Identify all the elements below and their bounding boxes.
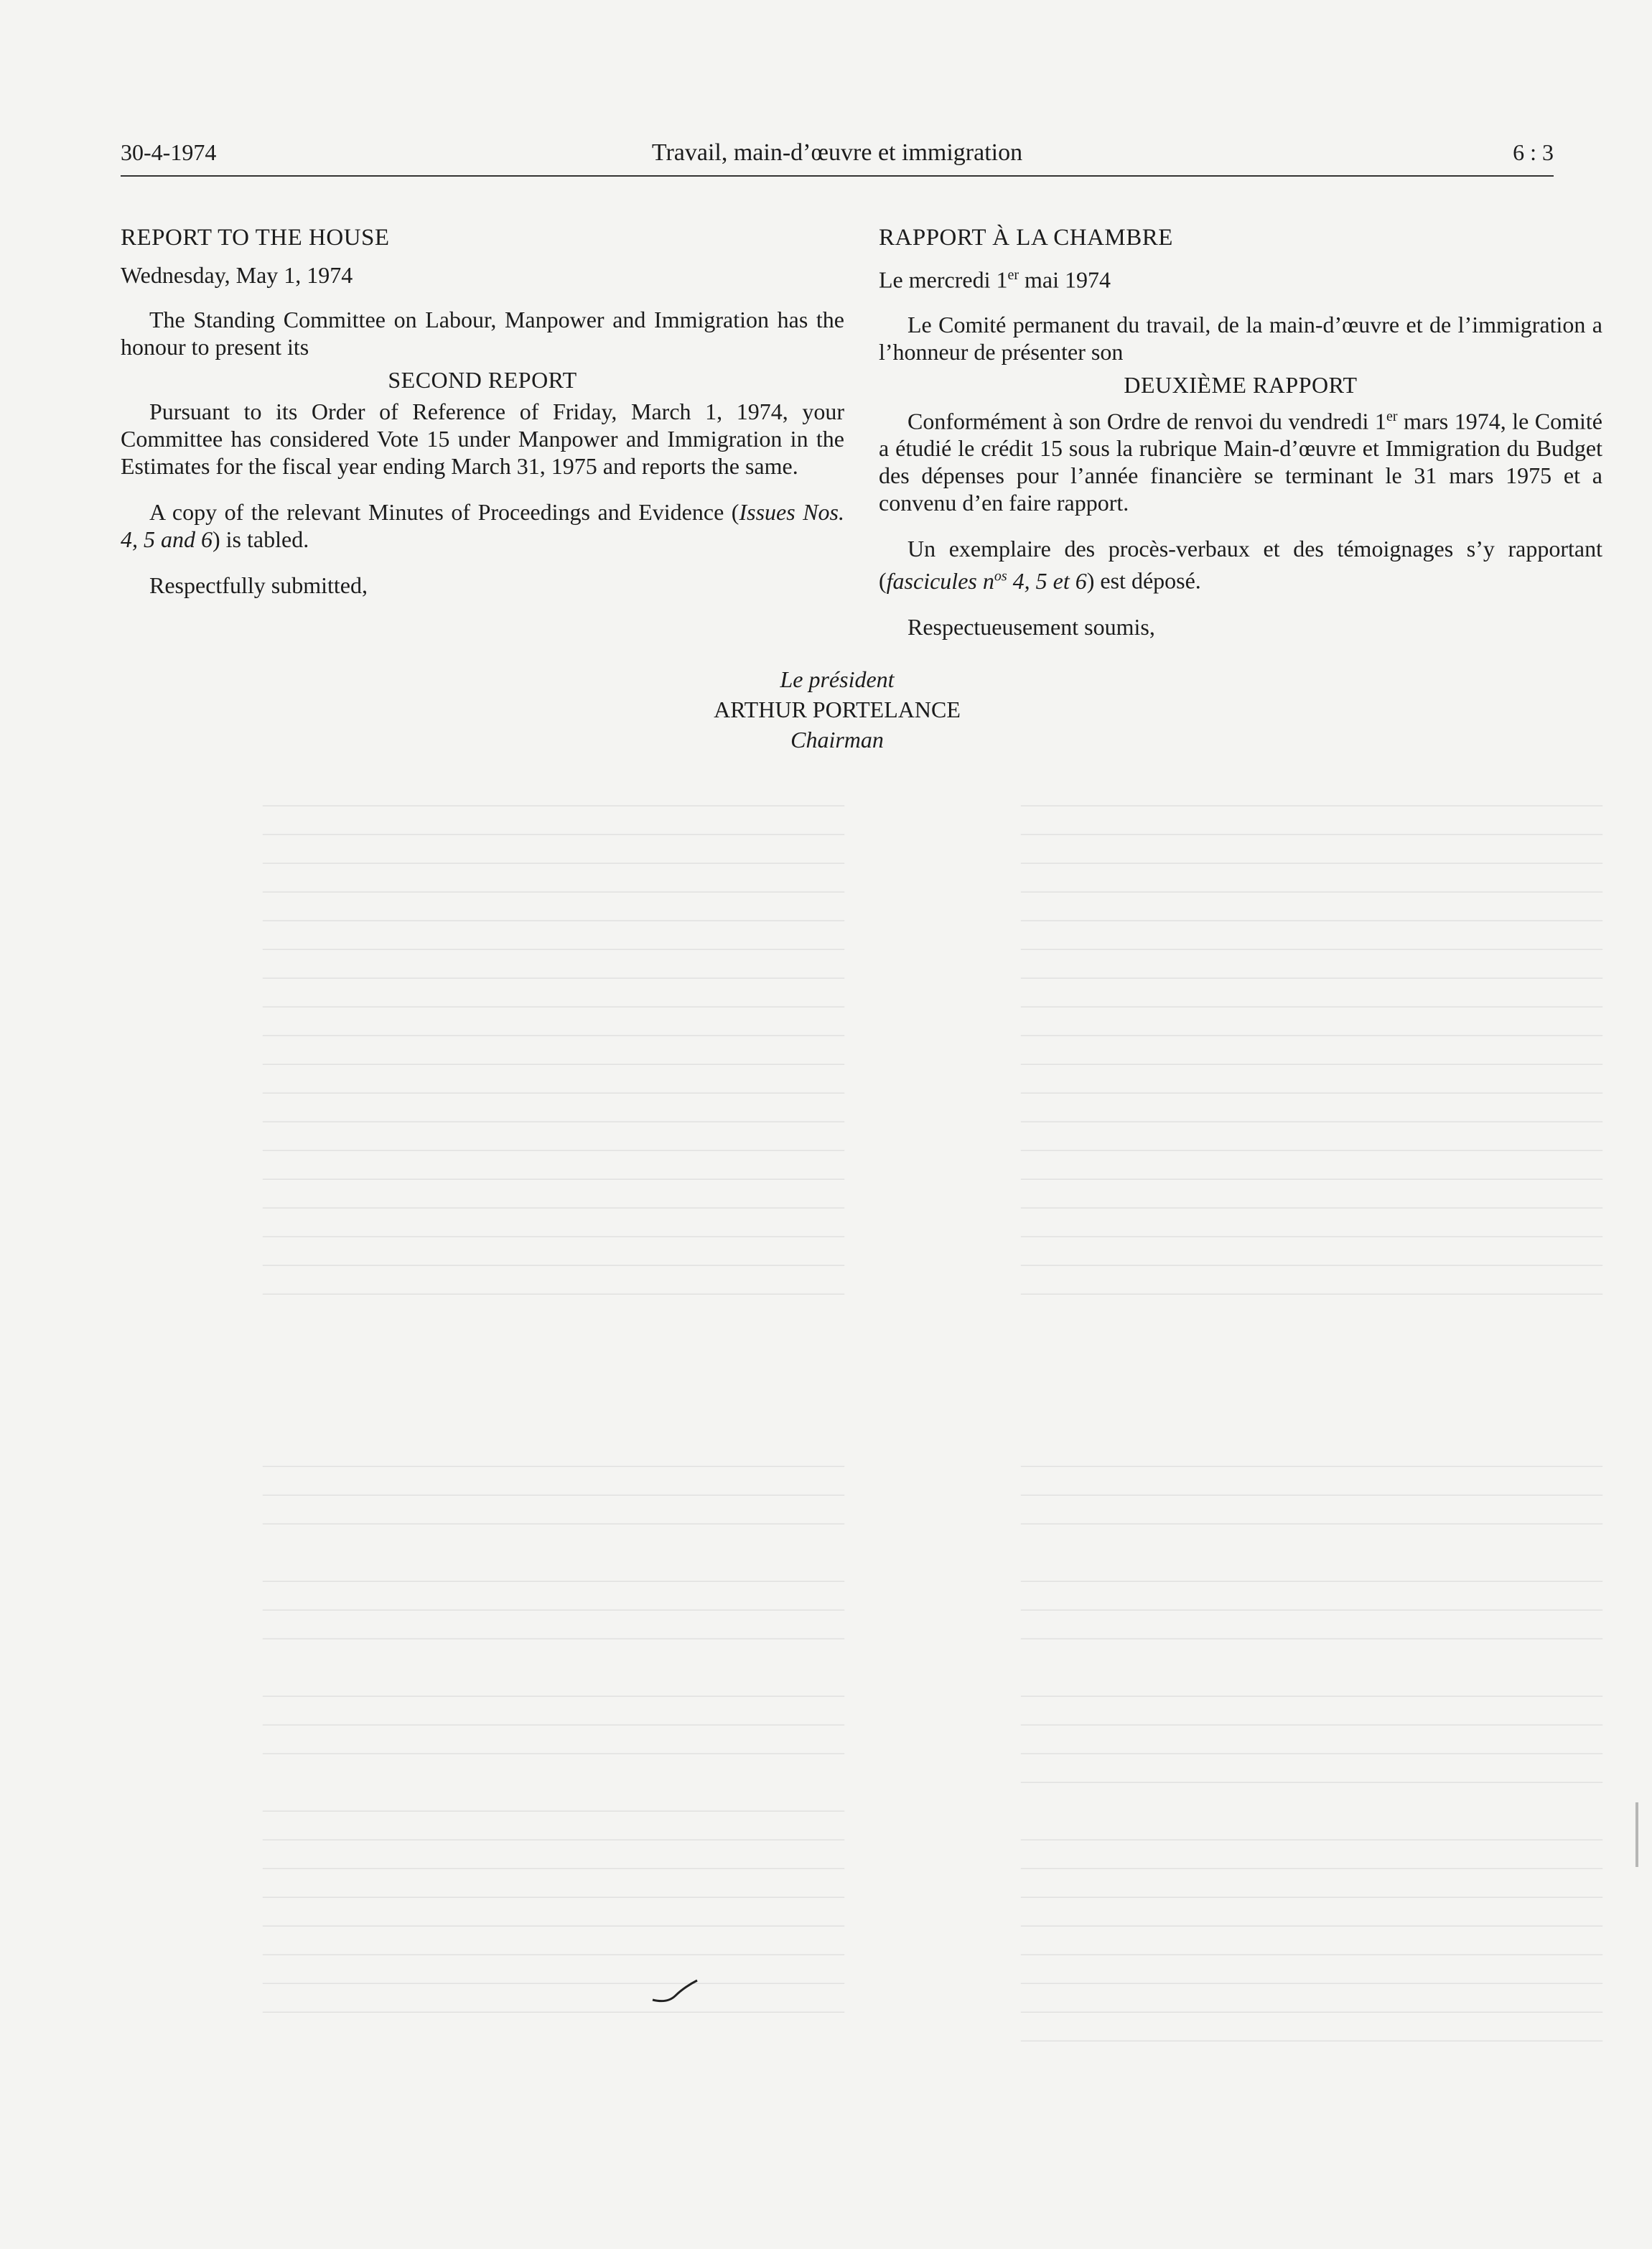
signature-name: ARTHUR PORTELANCE — [714, 697, 961, 722]
english-second-report-title: SECOND REPORT — [388, 367, 577, 393]
french-paragraph-2 — [879, 535, 1602, 595]
english-paragraph-2 — [121, 498, 844, 553]
english-date: Wednesday, May 1, 1974 — [121, 262, 353, 288]
english-issues-reference: Issues Nos. 4, 5 and 6 — [121, 499, 845, 552]
french-paragraph-2-tail: ) est déposé. — [1086, 567, 1201, 594]
margin-scan-mark — [1635, 1802, 1638, 1867]
english-paragraph-2-tail: ) is tabled. — [213, 526, 309, 552]
english-paragraph-2-lead: A copy of the relevant Minutes of Proceedings and Evidence ( — [149, 499, 739, 525]
french-intro: Le Comité permanent du travail, de la main-d’œuvre et de l’immigration a l’honneur de présenter son — [879, 311, 1602, 365]
running-header — [121, 134, 1554, 177]
french-issues-superscript: os — [994, 568, 1007, 585]
signature-block — [121, 664, 1554, 755]
french-paragraph-1 — [879, 403, 1602, 517]
french-issues-numbers: 4, 5 et 6 — [1007, 567, 1087, 594]
french-date-superscript: er — [1007, 267, 1019, 283]
french-date-lead: Le mercredi 1 — [879, 266, 1008, 293]
bleed-through-left-top: ——————————————————————————— ——————————————————————————— ——————————————————————————— ——————————————————————————— ——————————————————————————— ——————————————————————————— ——————————————————————————— ——————————————————————————— ——————————————————————————— ——————————————————————————— ——————————————————————————— ——————————————————————————— ——————————————————————————— ——————————————————————————— ——————————————————————————— ——————————————————————————— ——————————————————————————— ——————————————————————————— — [263, 792, 844, 1304]
signature-title-english: Chairman — [790, 727, 884, 753]
signature-title-french: Le président — [780, 666, 895, 692]
french-report-heading: RAPPORT À LA CHAMBRE — [879, 225, 1173, 251]
french-paragraph-1-superscript: er — [1386, 408, 1398, 424]
english-closing: Respectfully submitted, — [149, 572, 368, 598]
french-column — [879, 215, 1602, 641]
french-date — [879, 261, 1602, 294]
french-second-report-title: DEUXIÈME RAPPORT — [1124, 371, 1358, 398]
french-date-tail: mai 1974 — [1019, 266, 1111, 293]
bleed-through-left-bottom: ——————————————————————————— ——————————————————————————— ——————————————————————————— ——————————————————————————— ——————————————————————————— ——————————————————————————— ——————————————————————————— ——————————————————————————— ——————————————————————————— ——————————————————————————— ——————————————————————————— ——————————————————————————— ——————————————————————————— ——————————————————————————— ——————————————————————————— ——————————————————————————— ——————————————————————————— — [263, 1453, 844, 2022]
bleed-through-right-top: ——————————————————————————— ——————————————————————————— ——————————————————————————— ——————————————————————————— ——————————————————————————— ——————————————————————————— ——————————————————————————— ——————————————————————————— ——————————————————————————— ——————————————————————————— ——————————————————————————— ——————————————————————————— ——————————————————————————— ——————————————————————————— ——————————————————————————— ——————————————————————————— ——————————————————————————— ——————————————————————————— — [1021, 792, 1602, 1304]
french-closing: Respectueusement soumis, — [907, 613, 1155, 640]
french-issues-reference — [887, 568, 1087, 594]
french-paragraph-2-lead: Un exemplaire des procès-verbaux et des témoignages s’y rapportant ( — [879, 536, 1602, 594]
header-date: 30-4-1974 — [121, 139, 217, 165]
french-issues-prefix: fascicules n — [886, 567, 994, 594]
header-page-number: 6 : 3 — [1513, 139, 1554, 165]
english-report-heading: REPORT TO THE HOUSE — [121, 225, 390, 251]
french-paragraph-1-tail: mars 1974, le Comité a étudié le crédit 15 sous la rubrique Main-d’œuvre et Immigration du Budget des dépenses pour l’année financière se terminant le 31 mars 1975 et a convenu d’en faire rapport. — [879, 408, 1603, 516]
pen-check-mark-icon — [650, 1978, 700, 2007]
english-paragraph-1: Pursuant to its Order of Reference of Friday, March 1, 1974, your Committee has considered Vote 15 under Manpower and Immigration in the Estimates for the fiscal year ending March 31, 1975 and reports the same. — [121, 399, 844, 479]
header-title: Travail, main-d’œuvre et immigration — [651, 139, 1023, 166]
english-intro: The Standing Committee on Labour, Manpower and Immigration has the honour to present its — [121, 307, 844, 360]
bleed-through-right-bottom: ——————————————————————————— ——————————————————————————— ——————————————————————————— ——————————————————————————— ——————————————————————————— ——————————————————————————— ——————————————————————————— ——————————————————————————— ——————————————————————————— ——————————————————————————— ——————————————————————————— ——————————————————————————— ——————————————————————————— ——————————————————————————— ——————————————————————————— ——————————————————————————— ——————————————————————————— ——————————————————————————— — [1021, 1453, 1602, 2051]
english-column — [121, 215, 844, 599]
french-paragraph-1-lead: Conformément à son Ordre de renvoi du vendredi 1 — [907, 408, 1386, 434]
